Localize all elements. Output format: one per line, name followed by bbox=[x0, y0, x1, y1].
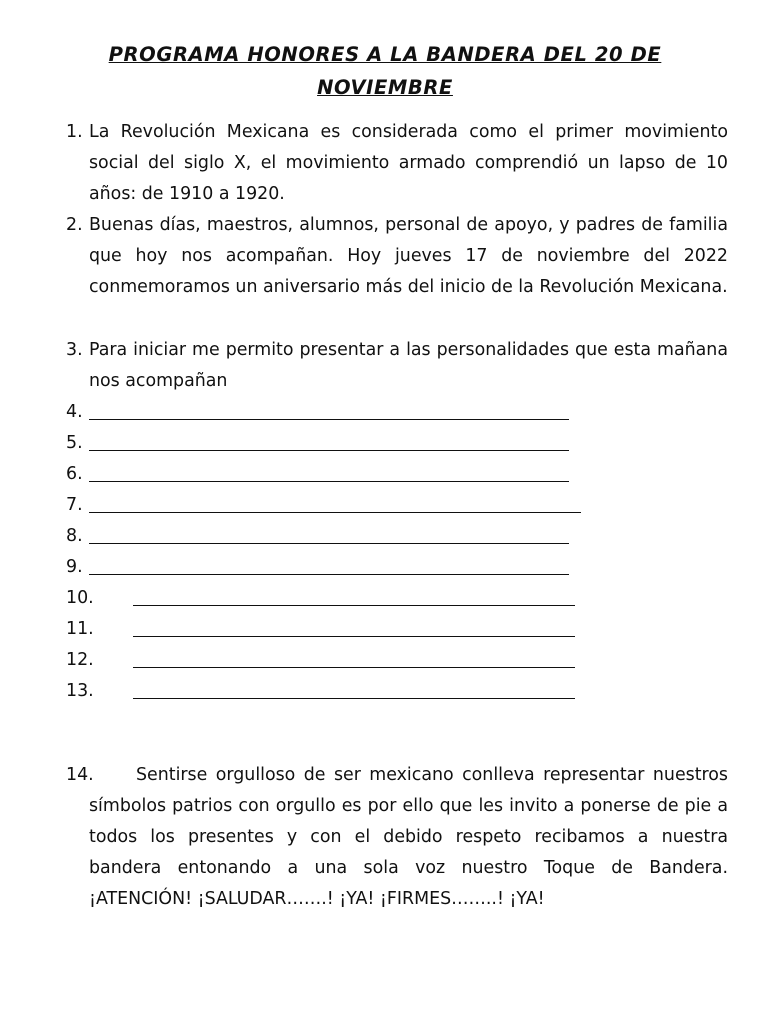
item-text: La Revolución Mexicana es considerada como el primer movimiento social del siglo X, el movimiento armado comprendió un lapso de 10 años: de 1910 a 1920. bbox=[89, 122, 728, 204]
document-title bbox=[60, 38, 710, 104]
fill-in-line bbox=[89, 512, 581, 513]
fill-in-line bbox=[133, 605, 575, 606]
item-text: Para iniciar me permito presentar a las personalidades que esta mañana nos acompañan bbox=[89, 340, 728, 391]
title-line-1: PROGRAMA HONORES A LA BANDERA DEL 20 DE bbox=[108, 43, 662, 66]
fill-in-line bbox=[89, 574, 569, 575]
fill-in-line bbox=[89, 481, 569, 482]
item-number: 6. bbox=[66, 464, 83, 484]
fill-in-line bbox=[89, 450, 569, 451]
item-number: 4. bbox=[66, 402, 83, 422]
item-number: 3. bbox=[66, 340, 83, 360]
item-number: 5. bbox=[66, 433, 83, 453]
list-item-2 bbox=[66, 210, 728, 303]
item-number: 13. bbox=[66, 681, 94, 701]
item-number: 14. bbox=[66, 765, 94, 785]
item-number: 2. bbox=[66, 215, 83, 235]
fill-in-line bbox=[133, 667, 575, 668]
list-item-14 bbox=[66, 760, 728, 915]
item-text bbox=[89, 760, 728, 915]
list-item-3 bbox=[66, 335, 728, 397]
item-text: Buenas días, maestros, alumnos, personal de apoyo, y padres de familia que hoy nos acompañan. Hoy jueves 17 de noviembre del 2022 conmemoramos un aniversario más del inicio de la Revolución Mexicana. bbox=[89, 215, 728, 297]
title-line-2: NOVIEMBRE bbox=[317, 76, 453, 99]
item-14-text: Sentirse orgulloso de ser mexicano conlleva representar nuestros símbolos patrios con orgullo es por ello que les invito a ponerse de pie a todos los presentes y con el debido respeto recibamos a nuestra bandera entonando a una sola voz nuestro Toque de Bandera. ¡ATENCIÓN! ¡SALUDAR…….! ¡YA! ¡FIRMES……..! ¡YA! bbox=[89, 765, 728, 909]
fill-in-line bbox=[133, 698, 575, 699]
item-number: 8. bbox=[66, 526, 83, 546]
item-number: 9. bbox=[66, 557, 83, 577]
fill-in-line bbox=[89, 543, 569, 544]
fill-in-line bbox=[133, 636, 575, 637]
item-number: 7. bbox=[66, 495, 83, 515]
item-number: 10. bbox=[66, 588, 94, 608]
item-number: 12. bbox=[66, 650, 94, 670]
list-item-1 bbox=[66, 117, 728, 210]
item-number: 1. bbox=[66, 122, 83, 142]
item-number: 11. bbox=[66, 619, 94, 639]
fill-in-line bbox=[89, 419, 569, 420]
